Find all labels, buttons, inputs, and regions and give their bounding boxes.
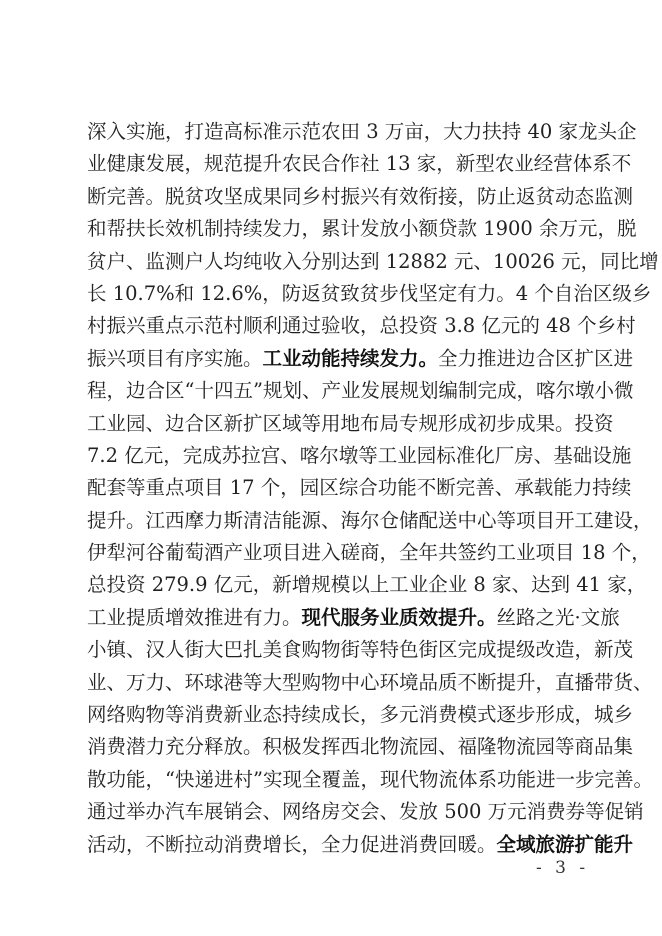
text-segment: 7.2 亿元，完成苏拉宫、喀尔墩等工业园标准化厂房、基础设施 [87,443,632,467]
text-segment: 业、万力、环球港等大型购物中心环境品质不断提升，直播带货、 [87,670,653,694]
text-line [87,829,634,861]
text-line [87,343,634,375]
text-line [87,764,653,796]
text-line [87,634,634,666]
text-segment: 提升。江西摩力斯清洁能源、海尔仓储配送中心等项目开工建设， [87,508,653,532]
text-line [87,440,632,472]
text-segment: 总投资 279.9 亿元，新增规模以上工业企业 8 家、达到 41 家， [87,573,647,597]
page-number: - 3 - [536,858,590,878]
text-line [87,310,636,342]
section-heading: 全域旅游扩能升 [496,832,634,856]
text-line [87,116,637,148]
text-segment: 小镇、汉人街大巴扎美食购物街等特色街区完成提级改造，新茂 [87,638,634,662]
section-heading: 现代服务业质效提升。 [301,605,497,629]
text-line [87,278,652,310]
text-segment: 程，边合区“十四五”规划、产业发展规划编制完成，喀尔墩小微 [87,379,634,403]
text-line [87,699,634,731]
text-line [87,602,620,634]
text-segment: 伊犁河谷葡萄酒产业项目进入磋商，全年共签约工业项目 18 个， [87,541,651,565]
text-line [87,667,653,699]
text-segment: 深入实施，打造高标准示范农田 3 万亩，大力扶持 40 家龙头企 [87,120,637,143]
text-line [87,537,651,569]
text-segment: 业健康发展，规范提升农民合作社 13 家，新型农业经营体系不 [87,152,632,176]
text-segment: 工业园、边合区新扩区域等用地布局专规形成初步成果。投资 [87,411,614,435]
text-line [87,472,632,504]
text-line [87,796,644,828]
text-segment: 和帮扶长效机制持续发力，累计发放小额贷款 1900 余万元，脱 [87,217,637,241]
text-segment: 散功能，“快递进村”实现全覆盖，现代物流体系功能进一步完善。 [87,767,653,791]
text-segment: 网络购物等消费新业态持续成长，多元消费模式逐步形成，城乡 [87,703,634,727]
text-line [87,148,632,180]
text-line [87,213,637,245]
section-heading: 工业动能持续发力。 [262,346,439,370]
text-segment: 长 10.7%和 12.6%，防返贫致贫步伐坚定有力。4 个自治区级乡 [87,281,652,305]
document-body [87,116,659,861]
text-line [87,375,634,407]
text-segment: 丝路之光·文旅 [496,605,620,629]
text-segment: 配套等重点项目 17 个，园区综合功能不断完善、承载能力持续 [87,476,632,500]
text-line [87,505,653,537]
text-segment: 振兴项目有序实施。 [87,346,263,370]
text-line [87,181,634,213]
text-line [87,569,647,601]
text-segment: 全力推进边合区扩区进 [438,346,634,370]
text-segment: 村振兴重点示范村顺利通过验收，总投资 3.8 亿元的 48 个乡村 [87,314,636,338]
text-line [87,731,634,763]
text-segment: 通过举办汽车展销会、网络房交会、发放 500 万元消费券等促销 [87,800,644,824]
text-segment: 消费潜力充分释放。积极发挥西北物流园、福隆物流园等商品集 [87,735,634,759]
text-segment: 贫户、监测户人均纯收入分别达到 12882 元、10026 元，同比增 [87,249,659,273]
text-line [87,246,659,278]
text-segment: 活动，不断拉动消费增长，全力促进消费回暖。 [87,832,497,856]
text-segment: 断完善。脱贫攻坚成果同乡村振兴有效衔接，防止返贫动态监测 [87,184,634,208]
text-line [87,408,614,440]
text-segment: 工业提质增效推进有力。 [87,605,302,629]
